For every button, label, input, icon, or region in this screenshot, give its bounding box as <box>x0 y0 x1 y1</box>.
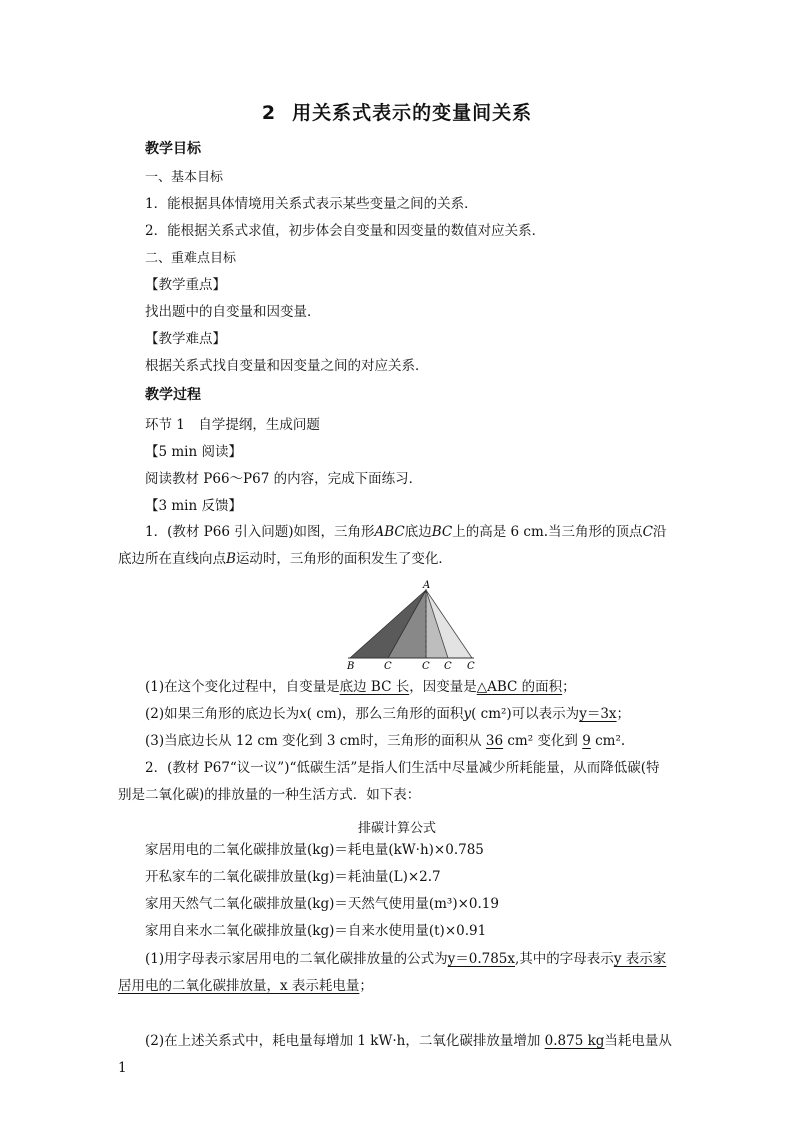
answer-area-formula: y＝3x <box>579 706 617 722</box>
question-1-part-1: (1)在这个变化过程中，自变量是底边 BC 长，因变量是△ABC 的面积； <box>145 679 576 695</box>
formula-gas: 家用天然气二氧化碳排放量(kg)＝天然气使用量(m³)×0.19 <box>145 896 499 912</box>
difficulty-label: 【教学难点】 <box>145 331 226 347</box>
question-1-text: 1．(教材 P66 引入问题)如图，三角形ABC底边BC上的高是 6 cm.当三角形的顶点C沿 底边所在直线向点B运动时，三角形的面积发生了变化． <box>118 524 667 567</box>
formula-water: 家用自来水二氧化碳排放量(kg)＝自来水使用量(t)×0.91 <box>145 923 487 939</box>
vertex-c-label-3: C <box>444 661 452 670</box>
vertex-b-label: B <box>347 661 355 670</box>
reading-text: 阅读教材 P66～P67 的内容，完成下面练习． <box>145 471 423 487</box>
title-number: 2 <box>261 102 277 124</box>
question-1-part-2: (2)如果三角形的底边长为x( cm)，那么三角形的面积y( cm²)可以表示为y＝3x； <box>145 706 631 722</box>
goals-heading: 教学目标 <box>145 141 201 157</box>
answer-letter-meaning-1: y 表示家 <box>613 951 667 967</box>
page-title <box>0 98 794 125</box>
answer-emission-increase: 0.875 kg <box>544 1033 605 1049</box>
focus-text: 找出题中的自变量和因变量． <box>145 304 321 320</box>
vertex-c-label-1: C <box>384 661 392 670</box>
basic-goals-label: 一、基本目标 <box>145 170 224 185</box>
question-2-text: 2．(教材 P67“议一议”)“低碳生活”是指人们生活中尽量减少所耗能量，从而降低碳(特 别是二氧化碳)的排放量的一种生活方式．如下表： <box>118 760 660 803</box>
difficulty-text: 根据关系式找自变量和因变量之间的对应关系． <box>145 358 429 374</box>
process-heading: 教学过程 <box>145 387 201 403</box>
goal-2: 2．能根据关系式求值，初步体会自变量和因变量的数值对应关系． <box>145 223 546 239</box>
question-2-part-1: (1)用字母表示家居用电的二氧化碳排放量的公式为y＝0.785x,其中的字母表示y 表示家 居用电的二氧化碳排放量，x 表示耗电量； <box>118 951 667 994</box>
question-1-part-3: (3)当底边长从 12 cm 变化到 3 cm时，三角形的面积从 36 cm² 变化到 9 cm². <box>145 733 626 749</box>
key-goals-label: 二、重难点目标 <box>145 251 237 266</box>
answer-letter-meaning-2: 居用电的二氧化碳排放量，x 表示耗电量 <box>118 978 360 994</box>
title-text: 用关系式表示的变量间关系 <box>292 102 533 124</box>
formula-car: 开私家车的二氧化碳排放量(kg)＝耗油量(L)×2.7 <box>145 869 441 885</box>
answer-area-end: 9 <box>582 733 591 749</box>
goal-1: 1．能根据具体情境用关系式表示某些变量之间的关系． <box>145 196 478 212</box>
focus-label: 【教学重点】 <box>145 277 226 293</box>
feedback-label: 【3 min 反馈】 <box>145 498 242 514</box>
answer-dependent-variable: △ABC 的面积 <box>476 679 563 695</box>
answer-independent-variable: 底边 BC 长 <box>339 679 410 695</box>
answer-area-start: 36 <box>485 733 504 749</box>
vertex-c-label-4: C <box>467 661 475 670</box>
vertex-a-label: A <box>423 580 431 591</box>
question-2-part-2: (2)在上述关系式中，耗电量每增加 1 kW·h，二氧化碳排放量增加 0.875 kg当耗电量从 1 <box>118 1033 672 1076</box>
answer-electricity-formula: y＝0.785x <box>447 951 516 967</box>
table-title: 排碳计算公式 <box>357 821 436 836</box>
formula-electricity: 家居用电的二氧化碳排放量(kg)＝耗电量(kW·h)×0.785 <box>145 842 484 858</box>
vertex-c-label-2: C <box>422 661 430 670</box>
reading-label: 【5 min 阅读】 <box>145 444 242 460</box>
triangle-figure <box>340 578 480 670</box>
step-1-title: 环节 1 自学提纲，生成问题 <box>145 417 320 433</box>
